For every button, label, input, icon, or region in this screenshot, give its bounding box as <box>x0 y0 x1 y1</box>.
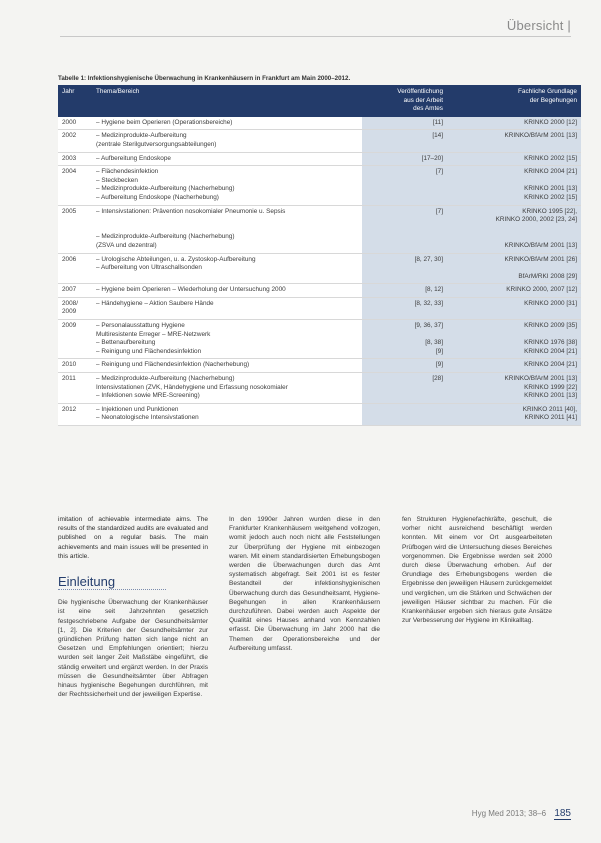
basis-cell: KRINKO 2004 [21] KRINKO 2001 [13] KRINKO 2002 [15] <box>447 166 581 205</box>
text-column-2 <box>229 515 380 653</box>
text-column-1 <box>58 515 208 699</box>
header-topic: Thema/Bereich <box>92 85 362 117</box>
section-heading: Einleitung <box>58 577 166 590</box>
table-row <box>58 284 581 298</box>
page-footer <box>472 808 571 819</box>
publication-cell: [28] <box>362 373 447 404</box>
year-cell: 2010 <box>58 359 92 373</box>
table-row <box>58 152 581 166</box>
surveillance-table <box>58 85 581 426</box>
table-row <box>58 130 581 152</box>
header-divider <box>60 36 571 37</box>
topic-cell: – Intensivstationen: Prävention nosokomialer Pneumonie u. Sepsis – Medizinprodukte-Aufbereitung (Nacherhebung) (ZSVA und dezentral) <box>92 205 362 253</box>
table-row <box>58 373 581 404</box>
column-3-paragraph: fen Strukturen Hygienefachkräfte, geschult, die vorher nicht ausreichend beschäftigt werden konnten. Mit einem vor Ort ausgearbeiteten Prüfbogen wird die Untersuchung dieses Bereiches vorgenommen. Die Ergebnisse werden seit 2000 durch diese Überwachung erhoben. Auf der Grundlage des Erhebungsbogens werden die Ergebnisse den jeweiligen Häusern zurückgemeldet und verglichen, um die Stärken und Schwächen der jeweiligen Häuser sichtbar zu machen. Für die Krankenhäuser ergeben sich hieraus gute Ansätze zur Verbesserung der Hygiene im Klinikalltag. <box>402 516 552 625</box>
basis-cell: KRINKO/BfArM 2001 [26] BfArM/RKI 2008 [29] <box>447 253 581 284</box>
basis-cell: KRINKO 1995 [22], KRINKO 2000, 2002 [23, 24] KRINKO/BfArM 2001 [13] <box>447 205 581 253</box>
topic-cell: – Hygiene beim Operieren (Operationsbereiche) <box>92 117 362 130</box>
year-cell: 2005 <box>58 205 92 253</box>
topic-cell: – Flächendesinfektion – Steckbecken – Medizinprodukte-Aufbereitung (Nacherhebung) – Aufbereitung Endoskope (Nacherhebung) <box>92 166 362 205</box>
publication-cell: [14] <box>362 130 447 152</box>
basis-cell: KRINKO/BfArM 2001 [13] <box>447 130 581 152</box>
basis-cell: KRINKO 2000 [12] <box>447 117 581 130</box>
page-number: 185 <box>554 808 571 819</box>
topic-cell: – Urologische Abteilungen, u. a. Zystoskop-Aufbereitung – Aufbereitung von Ultraschallsonden <box>92 253 362 284</box>
year-cell: 2011 <box>58 373 92 404</box>
table-header-row <box>58 85 581 117</box>
year-cell: 2006 <box>58 253 92 284</box>
year-cell: 2007 <box>58 284 92 298</box>
year-cell: 2009 <box>58 320 92 359</box>
basis-cell: KRINKO 2002 [15] <box>447 152 581 166</box>
table-row <box>58 320 581 359</box>
basis-cell: KRINKO 2004 [21] <box>447 359 581 373</box>
publication-cell: [9] <box>362 359 447 373</box>
abstract-text: imitation of achievable intermediate aims. The results of the standardized audits are evaluated and published on a regular basis. The main achievements and main issues will be presented in this article. <box>58 516 208 560</box>
topic-cell: – Hygiene beim Operieren – Wiederholung der Untersuchung 2000 <box>92 284 362 298</box>
table-caption: Tabelle 1: Infektionshygienische Überwachung in Krankenhäusern in Frankfurt am Main 2000–2012. <box>58 75 351 82</box>
year-cell: 2003 <box>58 152 92 166</box>
journal-reference: Hyg Med 2013; 38–6 <box>471 809 547 818</box>
table-row <box>58 403 581 425</box>
table-row <box>58 117 581 130</box>
header-basis: Fachliche Grundlage der Begehungen <box>447 85 581 117</box>
topic-cell: – Reinigung und Flächendesinfektion (Nacherhebung) <box>92 359 362 373</box>
basis-cell: KRINKO/BfArM 2001 [13] KRINKO 1999 [22] KRINKO 2001 [13] <box>447 373 581 404</box>
topic-cell: – Personalausstattung Hygiene Multiresistente Erreger – MRE-Netzwerk – Bettenaufbereitung – Reinigung und Flächendesinfektion <box>92 320 362 359</box>
basis-cell: KRINKO 2000 [31] <box>447 297 581 319</box>
publication-cell: [9, 36, 37] [8, 38] [9] <box>362 320 447 359</box>
table-row <box>58 253 581 284</box>
table-row <box>58 359 581 373</box>
basis-cell: KRINKO 2009 [35] KRINKO 1976 [38] KRINKO 2004 [21] <box>447 320 581 359</box>
table-body <box>58 117 581 426</box>
topic-cell: – Medizinprodukte-Aufbereitung (Nacherhebung) Intensivstationen (ZVK, Händehygiene und Erfassung nosokomialer – Infektionen sowie MRE-Screening) <box>92 373 362 404</box>
publication-cell: [7] <box>362 166 447 205</box>
table-row <box>58 166 581 205</box>
header-year: Jahr <box>58 85 92 117</box>
topic-cell: – Medizinprodukte-Aufbereitung (zentrale Sterilgutversorgungsabteilungen) <box>92 130 362 152</box>
year-cell: 2000 <box>58 117 92 130</box>
basis-cell: KRINKO 2000, 2007 [12] <box>447 284 581 298</box>
publication-cell: [11] <box>362 117 447 130</box>
year-cell: 2004 <box>58 166 92 205</box>
year-cell: 2012 <box>58 403 92 425</box>
publication-cell: [17–20] <box>362 152 447 166</box>
basis-cell: KRINKO 2011 [40], KRINKO 2011 [41] <box>447 403 581 425</box>
publication-cell: [8, 27, 30] <box>362 253 447 284</box>
topic-cell: – Aufbereitung Endoskope <box>92 152 362 166</box>
text-column-3 <box>402 515 552 625</box>
publication-cell: [8, 12] <box>362 284 447 298</box>
publication-cell: [8, 32, 33] <box>362 297 447 319</box>
intro-paragraph: Die hygienische Überwachung der Krankenhäuser ist eine seit Jahrzehnten gesetzlich festgeschriebene Aufgabe der Gesundheitsämter [1, 2]. Die Kriterien der Gesundheitsämter zur gründlichen Prüfung hatten sich lange nicht an Gesetzen und Empfehlungen orientiert; hierzu wurden seit langer Zeit Maßstäbe eingeführt, die ständig erweitert und ergänzt werden. In der Praxis müssen die Gesundheitsämter über Abfragen hinaus hygienische Begehungen durchführen, mit der Rechtssicherheit und der jeweiligen Expertise. <box>58 599 208 699</box>
topic-cell: – Injektionen und Punktionen – Neonatologische Intensivstationen <box>92 403 362 425</box>
column-2-paragraph: In den 1990er Jahren wurden diese in den Frankfurter Krankenhäusern weitgehend vollzogen, womit jedoch auch noch nicht alle Feststellungen zur Überprüfung der Hygiene mit einbezogen waren. Mit einem standardisierten Erhebungsbogen werden die Überwachungen durch das Amt systematisch abgefragt. Seit 2001 ist es fester Bestandteil der infektionshygienischen Überwachung durch das Gesundheitsamt, Hygiene-Begehungen in allen Krankenhäusern durchzuführen. Dabei werden auch Aspekte der Qualität eines Hauses anhand von Kennzahlen erfasst. Die Überwachung im Jahr 2000 hat die Themen der Operationsbereiche und der Aufbereitung umfasst. <box>229 516 380 652</box>
year-cell: 2008/ 2009 <box>58 297 92 319</box>
year-cell: 2002 <box>58 130 92 152</box>
publication-cell <box>362 403 447 425</box>
section-label: Übersicht | <box>506 18 571 33</box>
publication-cell: [7] <box>362 205 447 253</box>
table-row <box>58 297 581 319</box>
header-publication: Veröffentlichung aus der Arbeit des Amtes <box>362 85 447 117</box>
topic-cell: – Händehygiene – Aktion Saubere Hände <box>92 297 362 319</box>
table-row <box>58 205 581 253</box>
